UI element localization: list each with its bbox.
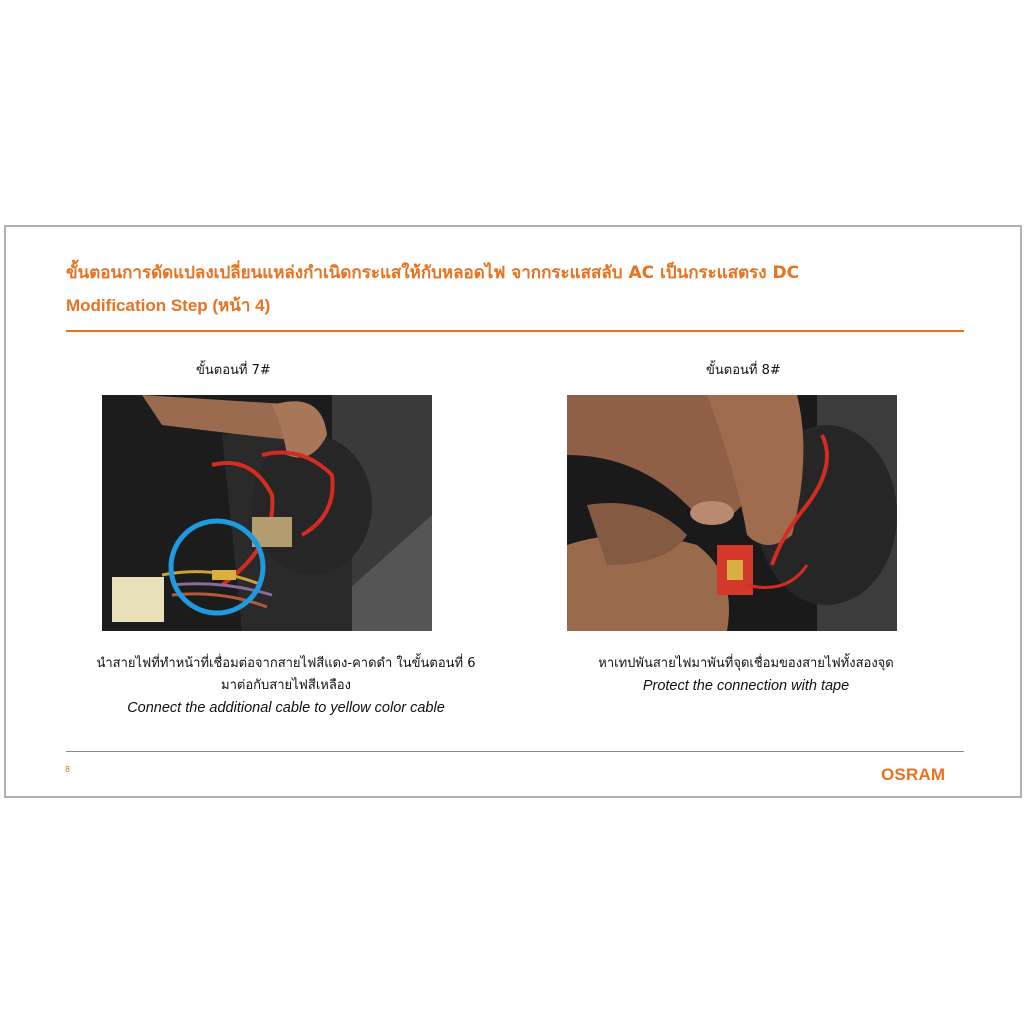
step-7-caption (66, 653, 506, 719)
step-8-label: ขั้นตอนที่ 8# (706, 363, 781, 378)
osram-logo: OSRAM (881, 765, 946, 784)
title-divider (66, 330, 964, 332)
footer-divider (66, 751, 964, 752)
step-7-caption-thai-line2: มาต่อกับสายไฟสีเหลือง (221, 678, 351, 693)
page-number: 8 (65, 765, 71, 774)
step-7-label: ขั้นตอนที่ 7# (196, 363, 271, 378)
step-7-photo (102, 395, 432, 631)
slide-title-thai: ขั้นตอนการดัดแปลงเปลี่ยนแหล่งกำเนิดกระแสให้กับหลอดไฟ จากกระแสสลับ AC เป็นกระแสตรง DC (66, 263, 800, 283)
slide-title-english: Modification Step (หน้า 4) (66, 296, 271, 315)
step-7-caption-thai-line1: นำสายไฟที่ทำหน้าที่เชื่อมต่อจากสายไฟสีแดง-คาดดำ ในขั้นตอนที่ 6 (96, 656, 476, 671)
step-8-caption-english: Protect the connection with tape (642, 678, 850, 694)
step-8-photo (567, 395, 897, 631)
step-8-caption (526, 653, 966, 697)
step-7-caption-english: Connect the additional cable to yellow color cable (127, 700, 445, 716)
step-8-caption-thai-line1: หาเทปพันสายไฟมาพันที่จุดเชื่อมของสายไฟทั้งสองจุด (598, 656, 894, 671)
slide (4, 225, 1022, 798)
